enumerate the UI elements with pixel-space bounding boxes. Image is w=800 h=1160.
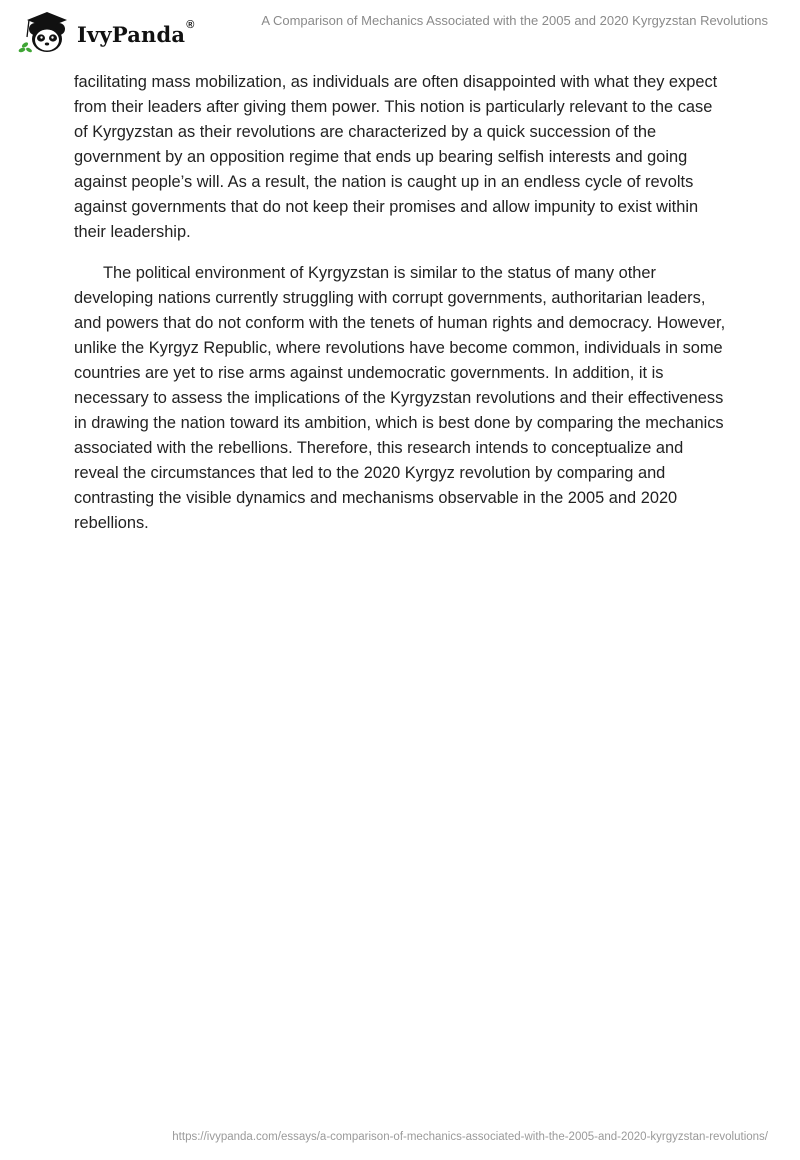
essay-body (74, 70, 726, 536)
paragraph-continued: facilitating mass mobilization, as individuals are often disappointed with what they expect from their leaders after giving them power. This notion is particularly relevant to the case of Kyrgyzstan as their revolutions are characterized by a quick succession of the government by an opposition regime that ends up bearing selfish interests and going against people’s will. As a result, the nation is caught up in an endless cycle of revolts against governments that do not keep their promises and allow impunity to exist within their leadership. (74, 73, 718, 241)
source-url[interactable]: https://ivypanda.com/essays/a-comparison-of-mechanics-associated-with-the-2005-and-2020-kyrgyzstan-revolutions/ (172, 1131, 768, 1143)
brand-name: IvyPanda® (77, 18, 195, 47)
panda-graduation-cap-icon (15, 7, 75, 57)
registered-mark: ® (186, 18, 195, 31)
paragraph: The political environment of Kyrgyzstan is similar to the status of many other developing nations currently struggling with corrupt governments, authoritarian leaders, and powers that do not conform with the tenets of human rights and democracy. However, unlike the Kyrgyz Republic, where revolutions have become common, individuals in some countries are yet to rise arms against undemocratic governments. In addition, it is necessary to assess the implications of the Kyrgyzstan revolutions and their effectiveness in drawing the nation toward its ambition, which is best done by comparing the mechanics associated with the rebellions. Therefore, this research intends to conceptualize and reveal the circumstances that led to the 2020 Kyrgyz revolution by comparing and contrasting the visible dynamics and mechanisms observable in the 2005 and 2020 rebellions. (74, 264, 726, 532)
ivypanda-logo[interactable] (15, 7, 195, 57)
document-title: A Comparison of Mechanics Associated with the 2005 and 2020 Kyrgyzstan Revolutions (261, 13, 768, 28)
page-header (0, 0, 800, 60)
